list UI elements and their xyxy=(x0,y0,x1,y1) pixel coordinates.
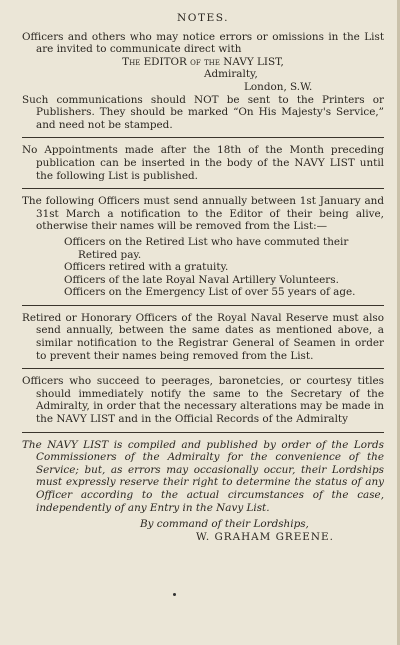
address-line-editor: The EDITOR of the NAVY LIST, xyxy=(122,55,284,68)
divider xyxy=(22,368,384,369)
list-item: Officers of the late Royal Naval Artillery Volunteers. xyxy=(64,273,339,286)
appointments-paragraph: No Appointments made after the 18th of the Month preceding publication can be inserted in the body of the NAVY LIST until the following List is published. xyxy=(22,144,384,182)
officers-list xyxy=(22,236,384,299)
signature-name: W. GRAHAM GREENE. xyxy=(196,530,334,543)
communications-paragraph: Such communications should NOT be sent to the Printers or Publishers. They should be marked “On His Majesty's Service,” and need not be stamped. xyxy=(22,93,384,131)
list-item: Officers on the Retired List who have commuted their Retired pay. xyxy=(64,235,349,261)
divider xyxy=(22,305,384,306)
peerages-paragraph: Officers who succeed to peerages, baronetcies, or courtesy titles should immediately notify the same to the Secretary of the Admiralty, in order that the necessary alterations may be made in the NAVY LIST and in the Official Records of the Admiralty xyxy=(22,375,384,426)
notice-errors-paragraph: Officers and others who may notice errors or omissions in the List are invited to communicate direct with xyxy=(22,30,384,56)
ink-speck xyxy=(173,593,176,596)
divider xyxy=(22,188,384,189)
divider xyxy=(22,137,384,138)
address-line-london: London, S.W. xyxy=(244,80,313,93)
page-heading: NOTES. xyxy=(176,12,229,24)
list-item: Officers on the Emergency List of over 55 years of age. xyxy=(64,286,356,299)
address-line-admiralty: Admiralty, xyxy=(204,68,258,81)
annual-notification-paragraph: The following Officers must send annually between 1st January and 31st March a notification to the Editor of their being alive, otherwise their names will be removed from the List:— xyxy=(22,195,384,233)
signature-command: By command of their Lordships, xyxy=(140,518,309,531)
reserve-officers-paragraph: Retired or Honorary Officers of the Royal Naval Reserve must also send annually, between the same dates as mentioned above, a similar notification to the Registrar General of Seamen in order to prevent their names being removed from the List. xyxy=(22,311,384,362)
list-item: Officers retired with a gratuity. xyxy=(64,261,229,274)
compilation-notice-paragraph: The NAVY LIST is compiled and published by order of the Lords Commissioners of the Admiralty for the convenience of the Service; but, as errors may occasionally occur, their Lordships must expressly reserve their right to determine the status of any Officer according to the actual circumstances of the case, independently of any Entry in the Navy List. xyxy=(22,438,384,514)
divider xyxy=(22,432,384,433)
